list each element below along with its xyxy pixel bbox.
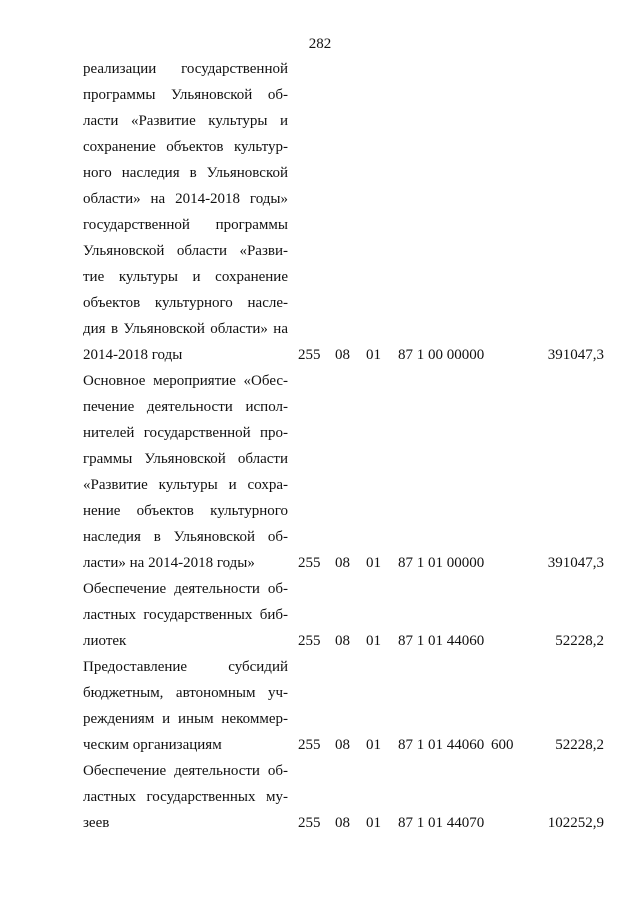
description-line: бюджетным, автономным уч- bbox=[83, 685, 288, 701]
target-article-cell: 87 1 01 44060 bbox=[398, 737, 485, 753]
description-line: ластных государственных му- bbox=[83, 789, 288, 805]
description-line: тие культуры и сохранение bbox=[83, 269, 288, 285]
description-line: объектов культурного насле- bbox=[83, 295, 288, 311]
row-codes bbox=[0, 342, 640, 368]
description-line: печение деятельности испол- bbox=[83, 399, 288, 415]
row-codes bbox=[0, 732, 640, 758]
description-line: нение объектов культурного bbox=[83, 503, 288, 519]
page-number: 282 bbox=[308, 36, 332, 52]
subsection-code-cell: 01 bbox=[366, 815, 381, 831]
target-article-cell: 87 1 01 00000 bbox=[398, 555, 485, 571]
expense-type-cell: 600 bbox=[491, 737, 514, 753]
description-line: ласти» на 2014-2018 годы» bbox=[83, 555, 255, 571]
row-codes bbox=[0, 550, 640, 576]
table-row bbox=[0, 576, 640, 654]
section-code-cell: 08 bbox=[335, 737, 350, 753]
description-line: ного наследия в Ульяновской bbox=[83, 165, 288, 181]
table-row bbox=[0, 758, 640, 836]
description-line: реждениям и иным некоммер- bbox=[83, 711, 288, 727]
amount-cell: 102252,9 bbox=[547, 815, 604, 831]
row-codes bbox=[0, 810, 640, 836]
ministry-code-cell: 255 bbox=[298, 347, 321, 363]
ministry-code-cell: 255 bbox=[298, 815, 321, 831]
section-code-cell: 08 bbox=[335, 815, 350, 831]
description-line: ласти «Развитие культуры и bbox=[83, 113, 288, 129]
description-line: Основное мероприятие «Обес- bbox=[83, 373, 288, 389]
description-line: зеев bbox=[83, 815, 110, 831]
row-codes bbox=[0, 628, 640, 654]
section-code-cell: 08 bbox=[335, 347, 350, 363]
description-line: наследия в Ульяновской об- bbox=[83, 529, 288, 545]
description-line: лиотек bbox=[83, 633, 127, 649]
subsection-code-cell: 01 bbox=[366, 633, 381, 649]
description-line: сохранение объектов культур- bbox=[83, 139, 288, 155]
description-line: программы Ульяновской об- bbox=[83, 87, 288, 103]
amount-cell: 391047,3 bbox=[547, 347, 604, 363]
description-line: ческим организациям bbox=[83, 737, 222, 753]
description-line: Обеспечение деятельности об- bbox=[83, 763, 288, 779]
ministry-code-cell: 255 bbox=[298, 555, 321, 571]
target-article-cell: 87 1 01 44060 bbox=[398, 633, 485, 649]
section-code-cell: 08 bbox=[335, 555, 350, 571]
description-line: нителей государственной про- bbox=[83, 425, 288, 441]
description-line: Предоставление субсидий bbox=[83, 659, 288, 675]
description-line: реализации государственной bbox=[83, 61, 288, 77]
section-code-cell: 08 bbox=[335, 633, 350, 649]
description-line: Обеспечение деятельности об- bbox=[83, 581, 288, 597]
subsection-code-cell: 01 bbox=[366, 347, 381, 363]
amount-cell: 391047,3 bbox=[547, 555, 604, 571]
ministry-code-cell: 255 bbox=[298, 633, 321, 649]
description-line: 2014-2018 годы bbox=[83, 347, 183, 363]
description-line: «Развитие культуры и сохра- bbox=[83, 477, 288, 493]
target-article-cell: 87 1 01 44070 bbox=[398, 815, 485, 831]
subsection-code-cell: 01 bbox=[366, 737, 381, 753]
ministry-code-cell: 255 bbox=[298, 737, 321, 753]
description-line: государственной программы bbox=[83, 217, 288, 233]
description-line: области» на 2014-2018 годы» bbox=[83, 191, 288, 207]
description-line: Ульяновской области «Разви- bbox=[83, 243, 288, 259]
description-line: граммы Ульяновской области bbox=[83, 451, 288, 467]
subsection-code-cell: 01 bbox=[366, 555, 381, 571]
table-row bbox=[0, 56, 640, 368]
description-line: ластных государственных биб- bbox=[83, 607, 288, 623]
row-description bbox=[83, 56, 288, 368]
amount-cell: 52228,2 bbox=[555, 633, 604, 649]
table-row bbox=[0, 654, 640, 758]
table-row bbox=[0, 368, 640, 576]
budget-table bbox=[0, 56, 640, 836]
description-line: дия в Ульяновской области» на bbox=[83, 321, 288, 337]
amount-cell: 52228,2 bbox=[555, 737, 604, 753]
row-description bbox=[83, 368, 288, 576]
target-article-cell: 87 1 00 00000 bbox=[398, 347, 485, 363]
